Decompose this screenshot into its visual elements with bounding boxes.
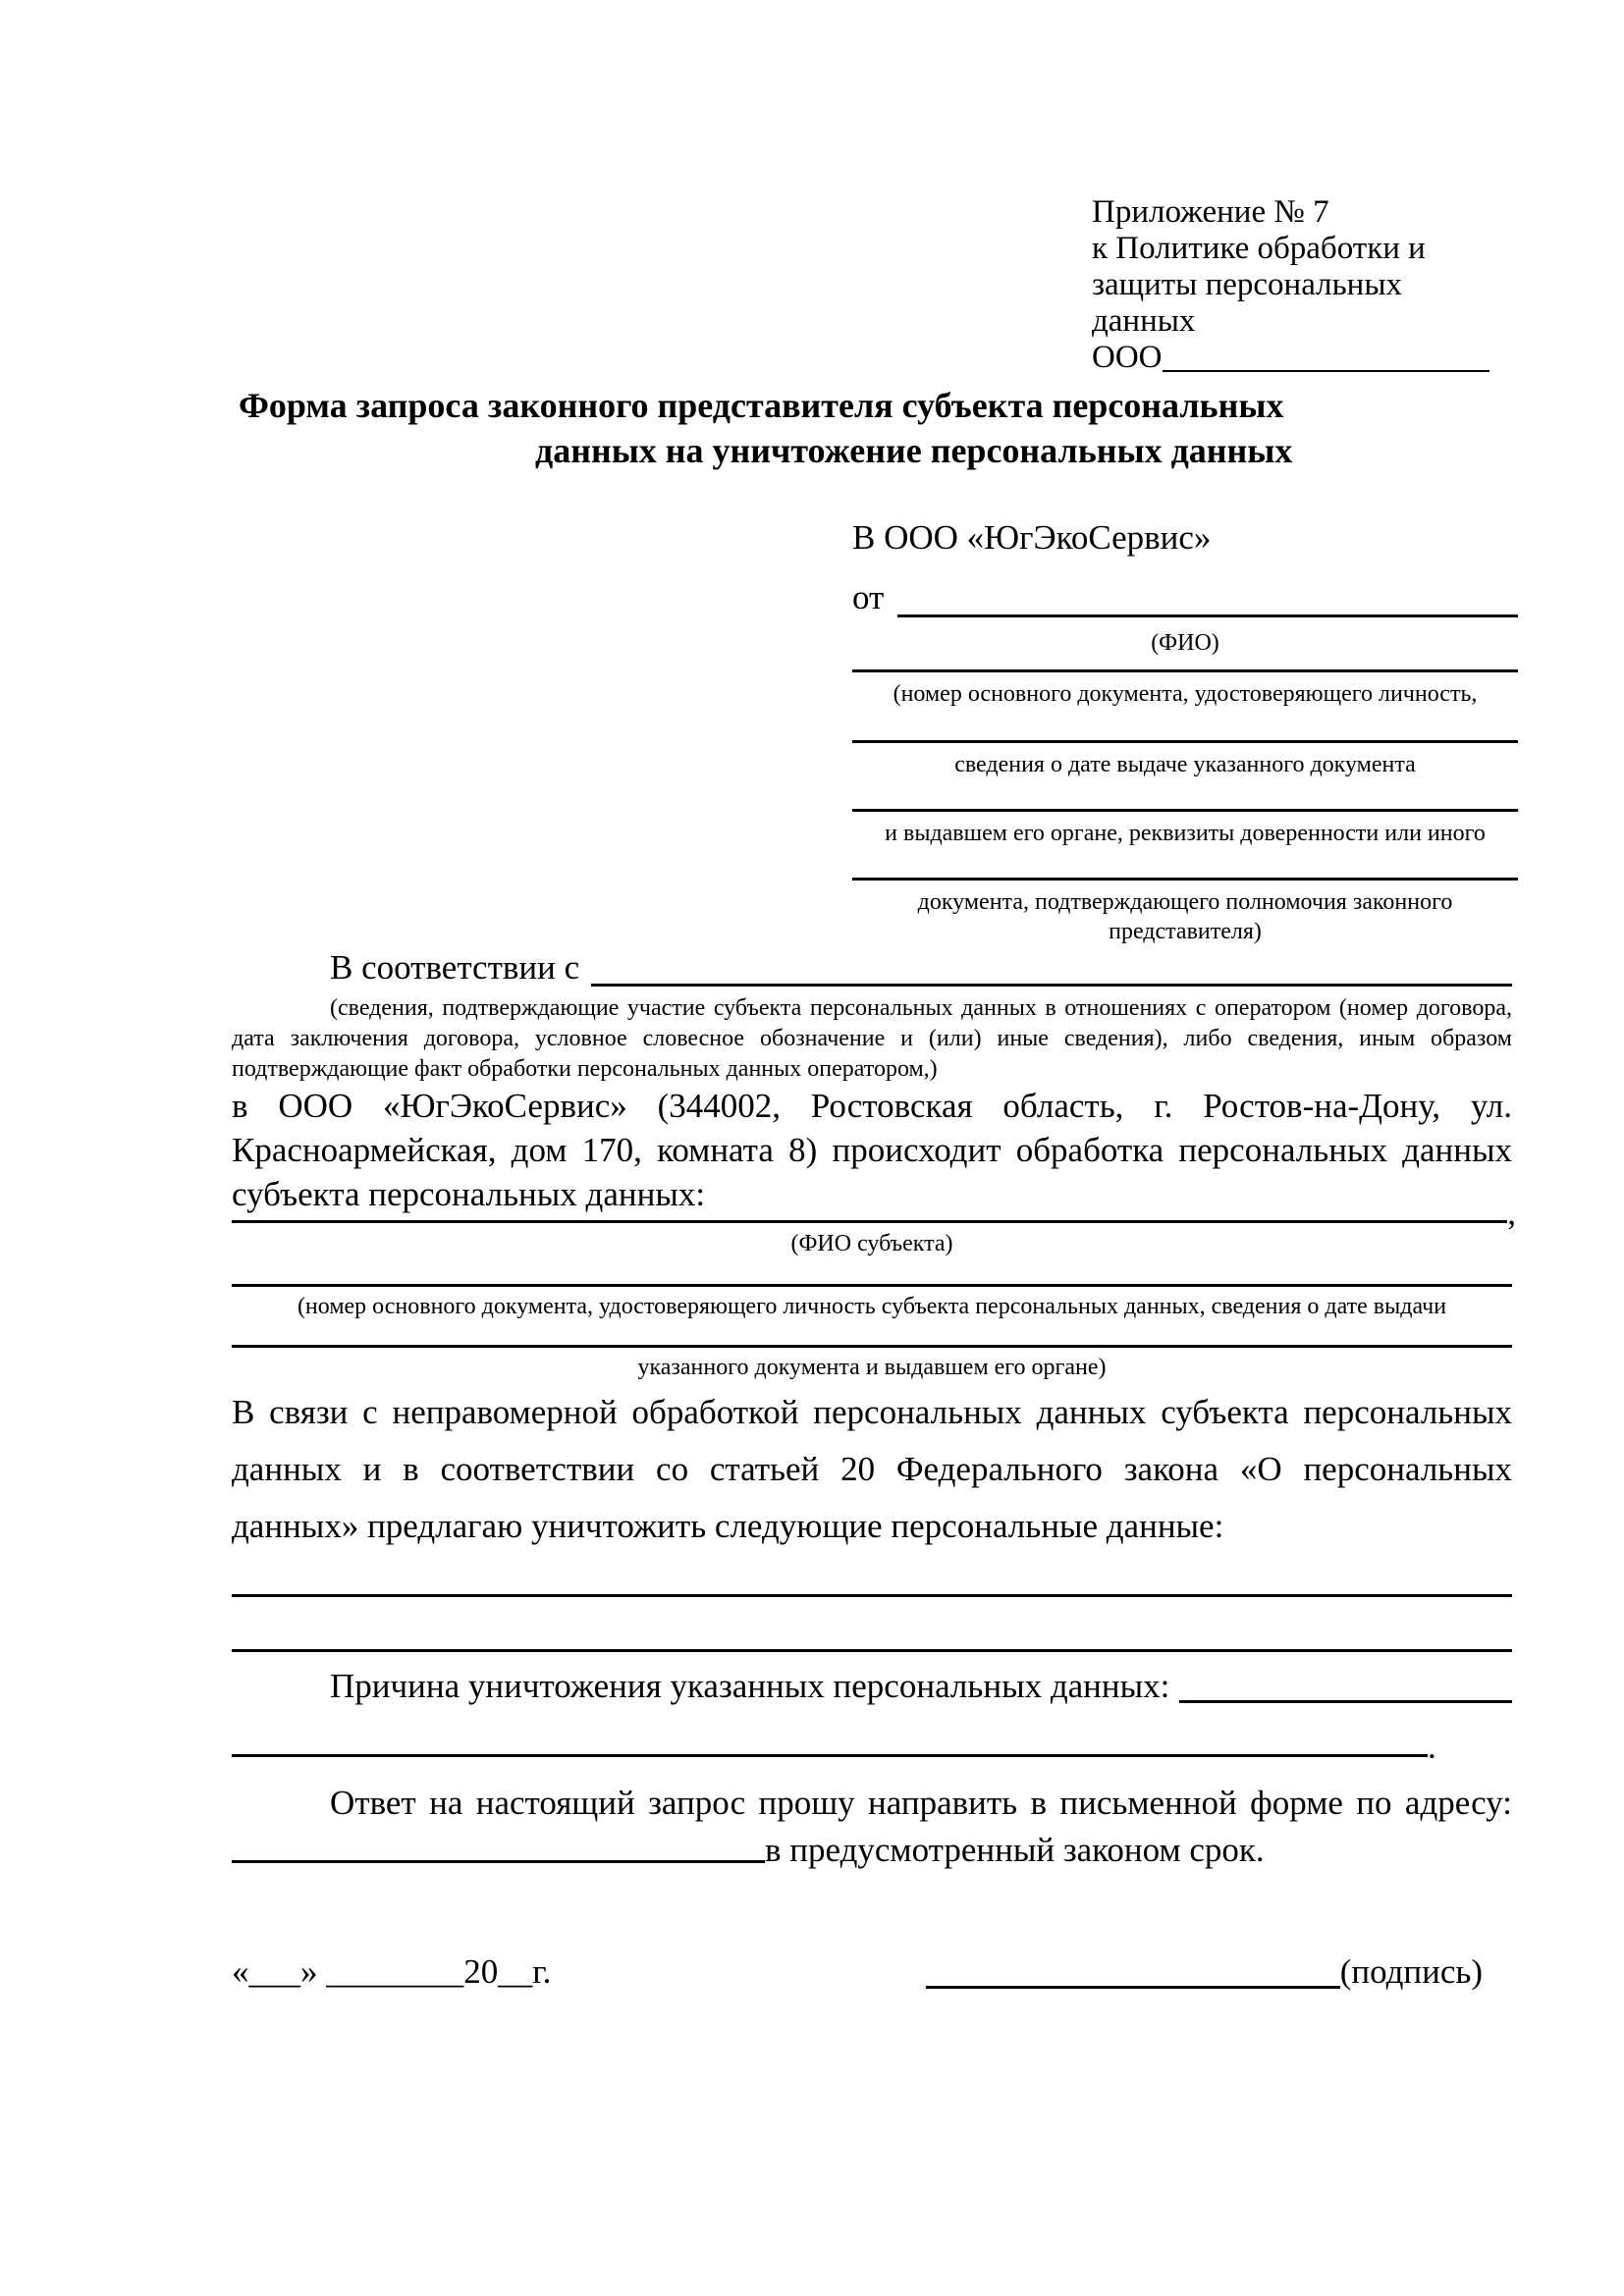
subject-doc-caption-2: указанного документа и выдавшем его органе): [637, 1355, 1107, 1380]
subject-fio-blank: [232, 1220, 1507, 1223]
according-label: В соответствии с: [330, 948, 580, 987]
reason-blank: [1179, 1700, 1512, 1703]
sentence-period: .: [1428, 1728, 1436, 1766]
reason-blank-line-2: [232, 1728, 1512, 1766]
answer-tail: в предусмотренный законом срок.: [765, 1831, 1265, 1869]
subject-doc-blank-2: [232, 1345, 1512, 1348]
operator-paragraph: в ООО «ЮгЭкоСервис» (344002, Ростовская область, г. Ростов-на-Дону, ул. Красноармейская, дом 170, комната 8) происходит обработка персональных данных субъекта персональных данных:: [232, 1087, 1512, 1213]
footer-row: [232, 1951, 1512, 1993]
representative-doc-blank-4: [852, 878, 1518, 881]
subject-fio-caption: (ФИО субъекта): [790, 1231, 953, 1256]
signature-blank: [926, 1986, 1340, 1989]
appendix-company-prefix: ООО: [1092, 340, 1163, 375]
signature-caption: (подпись): [1339, 1952, 1483, 1991]
answer-paragraph: Ответ на настоящий запрос прошу направить в письменной форме по адресу:: [330, 1784, 1512, 1822]
representative-doc-caption-2: сведения о дате выдаче указанного документа: [954, 752, 1416, 777]
reason-blank-2: [232, 1754, 1428, 1757]
form-title-line-1: Форма запроса законного представителя субъекта персональных: [239, 386, 1284, 425]
from-name-blank: [897, 614, 1518, 617]
appendix-company-line: [1092, 340, 1489, 376]
from-row: [852, 575, 1518, 620]
date-field: «___» ________20__г.: [232, 1952, 552, 1991]
signature-group: [926, 1951, 1483, 1993]
reason-row: [232, 1667, 1512, 1706]
representative-doc-caption-3: и выдавшем его органе, реквизиты доверенности или иного: [885, 821, 1486, 846]
according-blank: [591, 984, 1512, 987]
reason-label: Причина уничтожения указанных персональных данных:: [330, 1667, 1170, 1705]
representative-doc-blank-2: [852, 740, 1518, 743]
appendix-company-blank: [1163, 370, 1490, 372]
from-label: от: [852, 578, 885, 616]
data-blank-line-2: [232, 1649, 1512, 1652]
representative-doc-blank-1: [852, 669, 1518, 672]
addressee-to: В ООО «ЮгЭкоСервис»: [852, 518, 1212, 557]
form-title-line-2: данных на уничтожение персональных данных: [535, 431, 1293, 470]
appendix-line-2: к Политике обработки и: [1092, 231, 1426, 266]
appendix-block: [1092, 194, 1489, 376]
representative-doc-blank-3: [852, 809, 1518, 812]
fineprint-note: (сведения, подтверждающие участие субъекта персональных данных в отношениях с оператором (номер договора, дата заключения договора, условное словесное обозначение и (или) иные сведения), либо сведения, иным образом подтверждающие факт обработки персональных данных оператором,): [232, 995, 1512, 1082]
according-row: [232, 946, 1512, 989]
appendix-line-3: защиты персональных данных: [1092, 267, 1402, 339]
appendix-line-1: Приложение № 7: [1092, 194, 1329, 230]
subject-fio-blank-row: [232, 1194, 1516, 1232]
subject-doc-blank-1: [232, 1284, 1512, 1287]
subject-fio-comma: ,: [1507, 1194, 1516, 1232]
address-blank-row: [232, 1831, 1512, 1869]
representative-doc-caption-4: документа, подтверждающего полномочия законного представителя): [917, 889, 1453, 944]
representative-doc-caption-1: (номер основного документа, удостоверяющего личность,: [893, 681, 1478, 707]
address-blank: [232, 1860, 765, 1863]
data-blank-line-1: [232, 1594, 1512, 1597]
fio-caption: (ФИО): [1151, 630, 1219, 656]
subject-doc-caption-1: (номер основного документа, удостоверяющего личность субъекта персональных данных, сведения о дате выдачи: [297, 1294, 1447, 1319]
request-paragraph: В связи с неправомерной обработкой персональных данных субъекта персональных данных и в соответствии со статьей 20 Федерального закона «О персональных данных» предлагаю уничтожить следующие персональные данные:: [232, 1393, 1512, 1545]
